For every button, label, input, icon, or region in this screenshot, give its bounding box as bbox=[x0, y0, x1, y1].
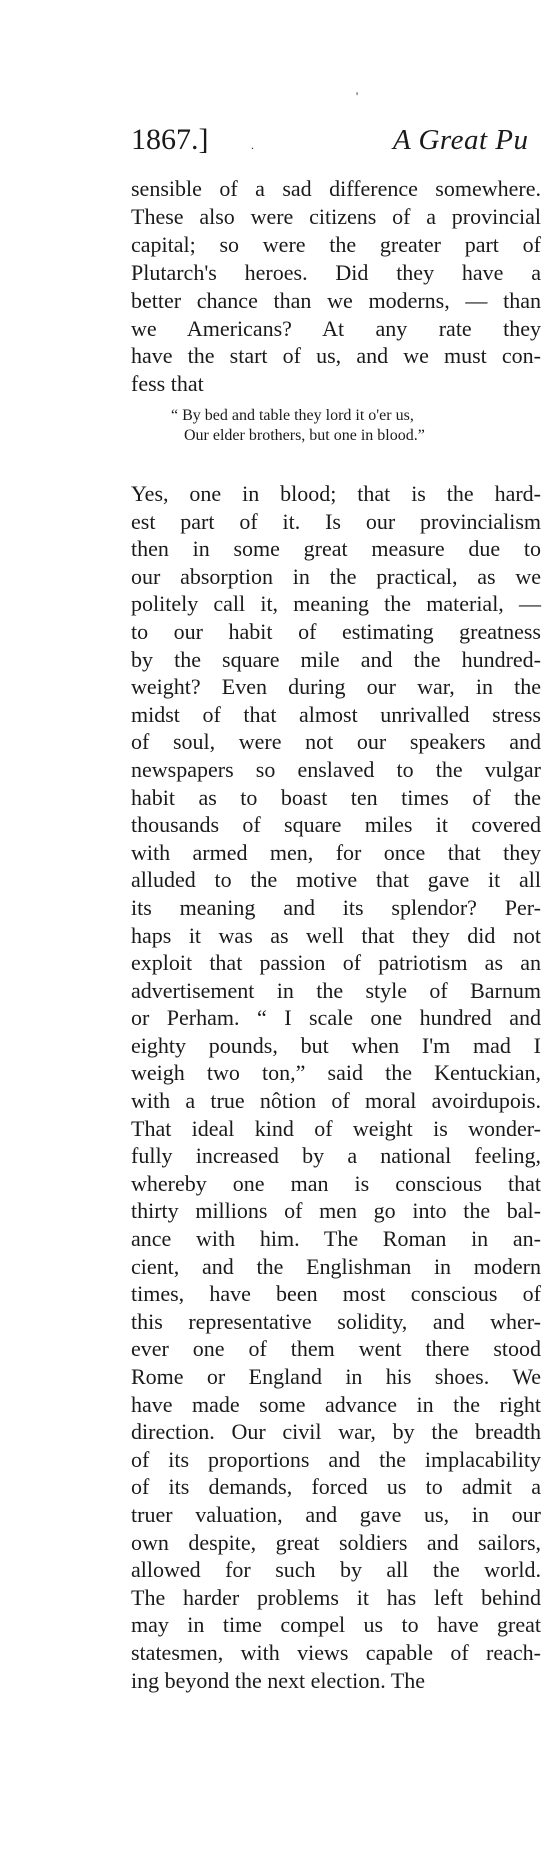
text-line: capital; so were the greater part of bbox=[131, 231, 541, 257]
text-line: of its demands, forced us to admit a bbox=[131, 1474, 541, 1500]
text-line: allowed for such by all the world. bbox=[131, 1557, 541, 1583]
text-line: of its proportions and the implacability bbox=[131, 1446, 541, 1472]
text-line: Plutarch's heroes. Did they have a bbox=[131, 259, 541, 285]
text-line: cient, and the Englishman in modern bbox=[131, 1253, 541, 1279]
running-header bbox=[131, 120, 558, 160]
text-line: thousands of square miles it covered bbox=[131, 812, 541, 838]
text-line: weight? Even during our war, in the bbox=[131, 674, 541, 700]
text-line: or Perham. “ I scale one hundred and bbox=[131, 1005, 541, 1031]
page-mark: ' bbox=[356, 89, 359, 103]
text-line: fully increased by a national feeling, bbox=[131, 1143, 541, 1169]
text-line: advertisement in the style of Barnum bbox=[131, 977, 541, 1003]
text-line: whereby one man is conscious that bbox=[131, 1170, 541, 1196]
text-line: this representative solidity, and wher- bbox=[131, 1308, 541, 1334]
text-line: haps it was as well that they did not bbox=[131, 922, 541, 948]
text-line: with armed men, for once that they bbox=[131, 839, 541, 865]
text-line: thirty millions of men go into the bal- bbox=[131, 1198, 541, 1224]
text-line: with a true nôtion of moral avoirdupois. bbox=[131, 1088, 541, 1114]
text-line: alluded to the motive that gave it all bbox=[131, 867, 541, 893]
text-line: Rome or England in his shoes. We bbox=[131, 1364, 541, 1389]
text-line: The harder problems it has left behind bbox=[131, 1584, 541, 1610]
text-line: by the square mile and the hundred- bbox=[131, 646, 541, 672]
quote-line: “ By bed and table they lord it o'er us, bbox=[171, 407, 414, 424]
text-line: have made some advance in the right bbox=[131, 1391, 541, 1417]
text-line: newspapers so enslaved to the vulgar bbox=[131, 756, 541, 782]
text-line: sensible of a sad difference somewhere. bbox=[131, 176, 541, 201]
text-line: eighty pounds, but when I'm mad I bbox=[131, 1032, 541, 1058]
quotation bbox=[171, 406, 511, 446]
text-line: ance with him. The Roman in an- bbox=[131, 1226, 541, 1252]
text-line: ever one of them went there stood bbox=[131, 1336, 541, 1362]
text-line: then in some great measure due to bbox=[131, 536, 541, 562]
quote-line: Our elder brothers, but one in blood.” bbox=[184, 427, 425, 444]
paragraph-1 bbox=[131, 175, 541, 398]
text-line: direction. Our civil war, by the breadth bbox=[131, 1419, 541, 1445]
header-year: 1867.] bbox=[131, 123, 209, 156]
text-line: That ideal kind of weight is wonder- bbox=[131, 1115, 541, 1141]
text-line: statesmen, with views capable of reach- bbox=[131, 1639, 541, 1665]
header-dot: . bbox=[251, 138, 254, 152]
text-line: truer valuation, and gave us, in our bbox=[131, 1501, 541, 1527]
text-line: we Americans? At any rate they bbox=[131, 315, 541, 341]
text-line: times, have been most conscious of bbox=[131, 1281, 541, 1307]
text-line: to our habit of estimating greatness bbox=[131, 618, 541, 644]
text-line: exploit that passion of patriotism as an bbox=[131, 950, 541, 976]
running-title: A Great Pu bbox=[393, 124, 529, 156]
text-line: est part of it. Is our provincialism bbox=[131, 508, 541, 534]
text-line: its meaning and its splendor? Per- bbox=[131, 894, 541, 920]
text-line: own despite, great soldiers and sailors, bbox=[131, 1529, 541, 1555]
text-line: ing beyond the next election. The bbox=[131, 1667, 426, 1693]
text-line: Yes, one in blood; that is the hard- bbox=[131, 481, 541, 506]
paragraph-2 bbox=[131, 480, 541, 1694]
text-line: of soul, were not our speakers and bbox=[131, 729, 541, 755]
text-line: weigh two ton,” said the Kentuckian, bbox=[131, 1060, 541, 1086]
text-line: midst of that almost unrivalled stress bbox=[131, 701, 541, 727]
text-line: politely call it, meaning the material, — bbox=[131, 591, 541, 617]
text-line: have the start of us, and we must con- bbox=[131, 343, 541, 369]
text-line: better chance than we moderns, — than bbox=[131, 287, 541, 313]
text-line: These also were citizens of a provincial bbox=[131, 203, 541, 229]
text-line: fess that bbox=[131, 371, 204, 397]
text-line: habit as to boast ten times of the bbox=[131, 784, 541, 810]
text-line: our absorption in the practical, as we bbox=[131, 563, 541, 589]
text-line: may in time compel us to have great bbox=[131, 1612, 541, 1638]
